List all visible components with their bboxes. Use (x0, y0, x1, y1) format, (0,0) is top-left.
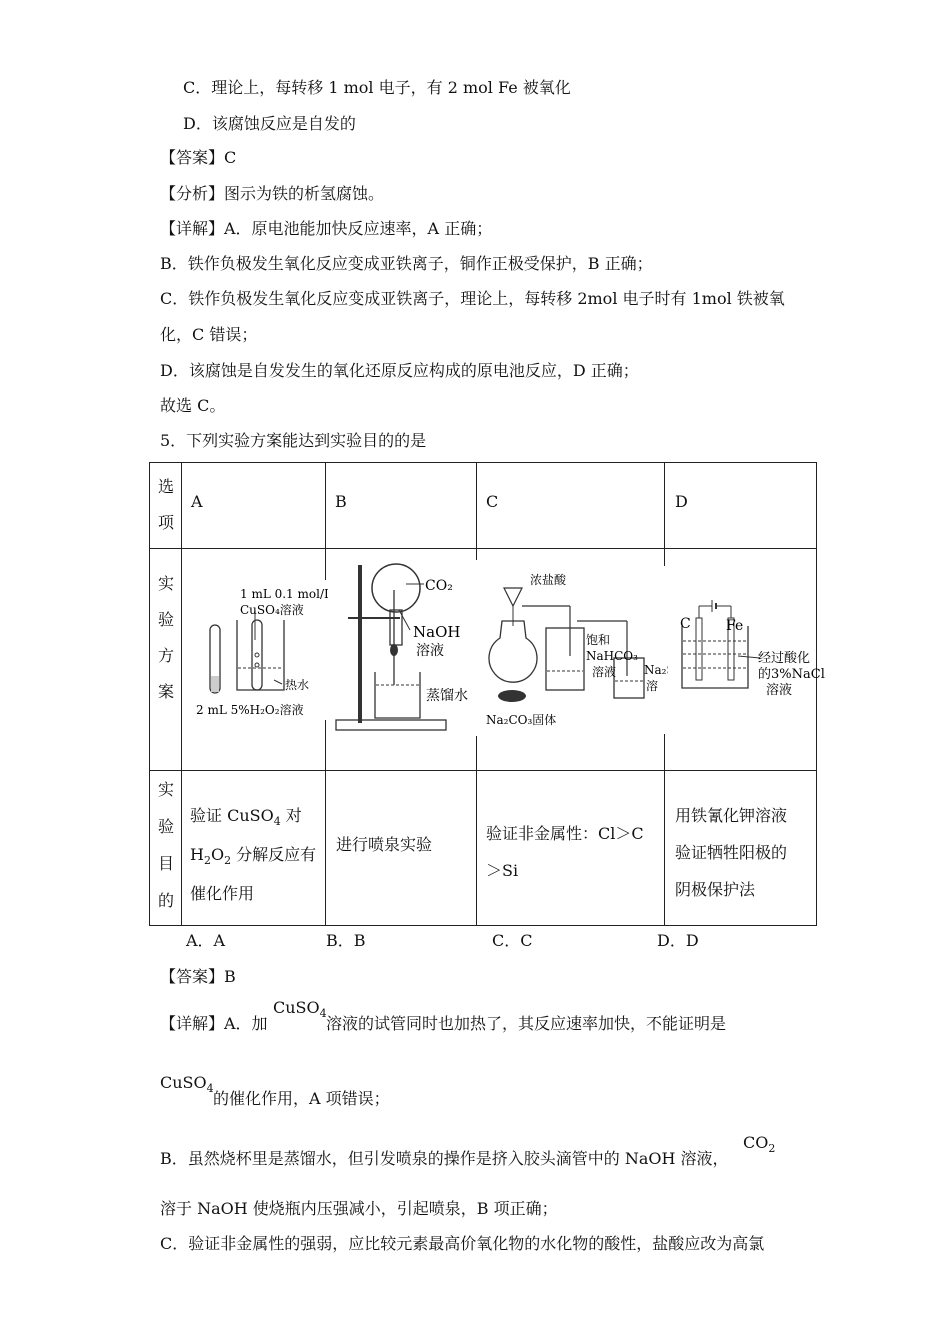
header-char: 的 (157, 891, 174, 910)
purpose-a-text: H (190, 845, 204, 864)
detail-d-text: D．该腐蚀是自发发生的氧化还原反应构成的原电池反应，D 正确； (160, 361, 639, 380)
explanation-a2: 的催化作用，A 项错误； (213, 1089, 390, 1108)
option-c-header: C (486, 492, 499, 511)
formula-text: CuSO (273, 998, 320, 1017)
question-stem: 5．下列实验方案能达到实验目的的是 (160, 431, 427, 450)
option-c-text: C．理论上，每转移 1 mol 电子，有 2 mol Fe 被氧化 (183, 78, 571, 97)
d-label-acidified: 经过酸化 (758, 651, 811, 666)
subscript: 4 (206, 1082, 214, 1095)
purpose-a-text: O (210, 845, 225, 864)
choice-d: D．D (657, 931, 699, 950)
header-char: 验 (157, 610, 174, 629)
row-header-option (150, 469, 182, 541)
purpose-d-text: 用铁氰化钾溶液 (675, 806, 788, 825)
purpose-d-text: 验证牺牲阳极的 (675, 843, 788, 862)
c-label-na2s-solution: 溶 (646, 679, 659, 693)
subscript: 2 (768, 1142, 776, 1155)
purpose-c-text: 验证非金属性：Cl＞C (486, 824, 644, 843)
purpose-b: 进行喷泉实验 (336, 835, 433, 854)
diagram-d-protection (668, 596, 825, 706)
subscript: 2 (203, 854, 211, 867)
purpose-a-text: 催化作用 (190, 884, 255, 903)
answer-label: 【答案】C (160, 148, 237, 167)
table-divider (150, 548, 816, 549)
subscript: 4 (319, 1007, 327, 1020)
purpose-a-text: 对 (280, 806, 302, 825)
choice-a: A．A (186, 931, 226, 950)
c-label-hcl: 浓盐酸 (530, 573, 567, 587)
explanation-b2: 溶于 NaOH 使烧瓶内压强减小，引起喷泉，B 项正确； (160, 1199, 558, 1218)
purpose-d-text: 阴极保护法 (675, 880, 756, 899)
a-label-top: 1 mL 0.1 mol/L (240, 587, 332, 601)
explanation-a-post: 溶液的试管同时也加热了，其反应速率加快，不能证明是 (326, 1014, 727, 1033)
formula-cuso4 (273, 998, 327, 1020)
diagram-b-fountain (328, 560, 478, 736)
detail-a-text: 【详解】A．原电池能加快反应速率，A 正确； (160, 219, 493, 238)
a-label-cuso4: CuSO₄溶液 (240, 603, 304, 617)
d-label-solution: 溶液 (766, 683, 793, 698)
choice-c: C．C (492, 931, 533, 950)
d-label-nacl: 的3%NaCl (758, 667, 825, 682)
formula-cuso4-2 (160, 1073, 214, 1095)
a-label-h2o2: 2 mL 5%H₂O₂溶液 (196, 703, 304, 717)
row-header-purpose (150, 771, 182, 919)
subscript: 2 (224, 854, 232, 867)
b-label-distilled-water: 蒸馏水 (426, 688, 468, 704)
c-label-nahco3: NaHCO₃ (586, 649, 638, 663)
formula-text: CO (743, 1133, 769, 1152)
conclusion-text: 故选 C。 (160, 396, 226, 415)
d-label-fe: Fe (726, 618, 744, 634)
row-header-scheme (150, 566, 182, 710)
a-label-hot-water: 热水 (285, 678, 310, 692)
d-label-c: C (680, 616, 691, 632)
option-d-header: D (675, 492, 688, 511)
choice-b: B．B (326, 931, 366, 950)
header-char: 方 (157, 646, 174, 665)
table-divider (150, 770, 816, 771)
detail-b-text: B．铁作负极发生氧化反应变成亚铁离子，铜作正极受保护，B 正确； (160, 254, 653, 273)
purpose-d (675, 797, 787, 908)
header-char: 案 (157, 682, 174, 701)
c-label-na2co3: Na₂CO₃固体 (486, 713, 557, 727)
explanation-c: C．验证非金属性的强弱，应比较元素最高价氧化物的水化物的酸性，盐酸应改为高氯 (160, 1234, 765, 1253)
c-label-saturated: 饱和 (586, 633, 611, 647)
diagram-c-acidity (482, 566, 675, 734)
option-a-header: A (191, 492, 203, 511)
subscript: 4 (273, 815, 281, 828)
c-label-na2s: Na₂S (644, 663, 675, 677)
answer-b-label: 【答案】B (160, 967, 236, 986)
detail-c-text: C．铁作负极发生氧化反应变成亚铁离子，理论上，每转移 2mol 电子时有 1mol 铁被氧 (160, 289, 785, 308)
b-label-co2: CO₂ (425, 578, 453, 594)
formula-co2 (743, 1133, 775, 1155)
explanation-b: B．虽然烧杯里是蒸馏水，但引发喷泉的操作是挤入胶头滴管中的 NaOH 溶液， (160, 1149, 729, 1168)
diagram-a-catalysis (182, 580, 332, 720)
header-char: 选 (157, 477, 174, 496)
b-label-solution: 溶液 (416, 643, 444, 659)
c-label-solution: 溶液 (592, 665, 617, 679)
header-char: 目 (157, 854, 174, 873)
option-b-header: B (335, 492, 347, 511)
analysis-text: 【分析】图示为铁的析氢腐蚀。 (160, 184, 385, 203)
header-char: 实 (157, 574, 174, 593)
purpose-c-text: ＞Si (486, 861, 519, 880)
purpose-a-text: 验证 CuSO (190, 806, 274, 825)
header-char: 项 (157, 513, 174, 532)
header-char: 实 (157, 780, 174, 799)
option-d-text: D．该腐蚀反应是自发的 (183, 114, 356, 133)
purpose-c (486, 815, 644, 889)
b-label-naoh: NaOH (413, 623, 461, 641)
formula-text: CuSO (160, 1073, 207, 1092)
header-char: 验 (157, 817, 174, 836)
purpose-a (190, 797, 316, 912)
purpose-a-text: 分解反应有 (231, 845, 317, 864)
explanation-a-pre: 【详解】A．加 (160, 1014, 268, 1033)
detail-c-continued: 化，C 错误； (160, 325, 258, 344)
